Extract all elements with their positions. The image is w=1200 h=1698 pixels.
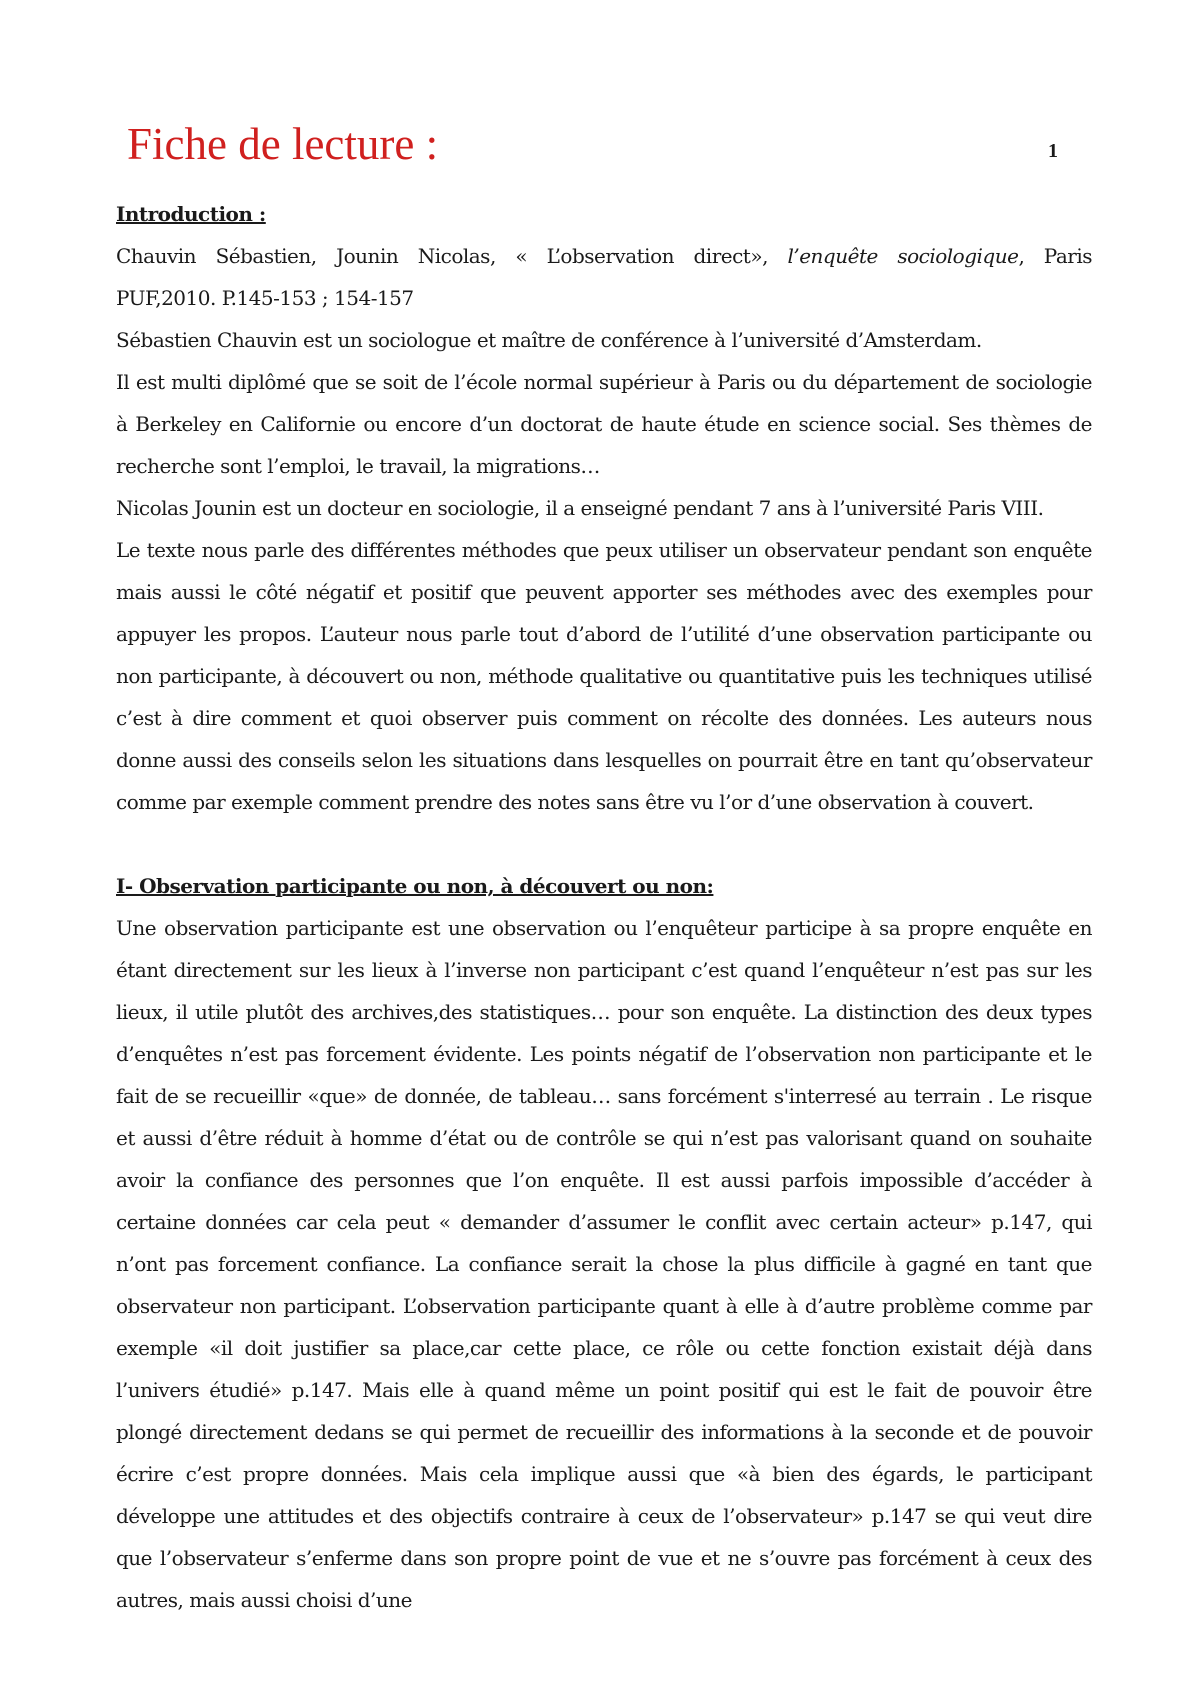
document-body <box>116 193 1092 1621</box>
section1-paragraph: Une observation participante est une observation ou l’enquêteur participe à sa propre enquête en étant directement sur les lieux à l’inverse non participant c’est quand l’enquêteur n’est pas sur les lieux, il utile plutôt des archives,des statistiques… pour son enquête. La distinction des deux types d’enquêtes n’est pas forcement évidente. Les points négatif de l’observation non participante et le fait de se recueillir «que» de donnée, de tableau… sans forcément s'interresé au terrain . Le risque et aussi d’être réduit à homme d’état ou de contrôle se qui n’est pas valorisant quand on souhaite avoir la confiance des personnes que l’on enquête. Il est aussi parfois impossible d’accéder à certaine données car cela peut « demander d’assumer le conflit avec certain acteur» p.147, qui n’ont pas forcement confiance. La confiance serait la chose la plus difficile à gagné en tant que observateur non participant. L’observation participante quant à elle à d’autre problème comme par exemple «il doit justifier sa place,car cette place, ce rôle ou cette fonction existait déjà dans l’univers étudié» p.147. Mais elle à quand même un point positif qui est le fait de pouvoir être plongé directement dedans se qui permet de recueillir des informations à la seconde et de pouvoir écrire c’est propre données. Mais cela implique aussi que «à bien des égards, le participant développe une attitudes et des objectifs contraire à ceux de l’observateur» p.147 se qui veut dire que l’observateur s’enferme dans son propre point de vue et ne s’ouvre pas forcément à ceux des autres, mais aussi choisi d’une <box>116 916 1092 1612</box>
section-spacer <box>116 823 1092 865</box>
page-number: 1 <box>1048 140 1058 162</box>
reference-book-title: l’enquête sociologique <box>787 244 1019 268</box>
bibliographic-reference <box>116 235 1092 277</box>
intro-paragraph-4: Le texte nous parle des différentes méthodes que peux utiliser un observateur pendant son enquête mais aussi le côté négatif et positif que peuvent apporter ses méthodes avec des exemples pour appuyer les propos. L’auteur nous parle tout d’abord de l’utilité d’une observation participante ou non participante, à découvert ou non, méthode qualitative ou quantitative puis les techniques utilisé c’est à dire comment et quoi observer puis comment on récolte des données. Les auteurs nous donne aussi des conseils selon les situations dans lesquelles on pourrait être en tant qu’observateur comme par exemple comment prendre des notes sans être vu l’or d’une observation à couvert. <box>116 538 1092 814</box>
section1-heading: I- Observation participante ou non, à découvert ou non: <box>116 874 714 898</box>
page-title: Fiche de lecture : <box>127 119 439 169</box>
introduction-heading: Introduction : <box>116 202 266 226</box>
intro-paragraph-3: Nicolas Jounin est un docteur en sociologie, il a enseigné pendant 7 ans à l’université Paris VIII. <box>116 496 1044 520</box>
intro-paragraph-2: Il est multi diplômé que se soit de l’école normal supérieur à Paris ou du département de sociologie à Berkeley en Californie ou encore d’un doctorat de haute étude en science social. Ses thèmes de recherche sont l’emploi, le travail, la migrations… <box>116 370 1092 478</box>
reference-place: , Paris <box>1018 244 1093 268</box>
reference-authors: Chauvin Sébastien, Jounin Nicolas, « L’observation direct», <box>116 244 788 268</box>
reference-publication: PUF,2010. P.145-153 ; 154-157 <box>116 286 414 310</box>
intro-paragraph-1: Sébastien Chauvin est un sociologue et maître de conférence à l’université d’Amsterdam. <box>116 328 982 352</box>
